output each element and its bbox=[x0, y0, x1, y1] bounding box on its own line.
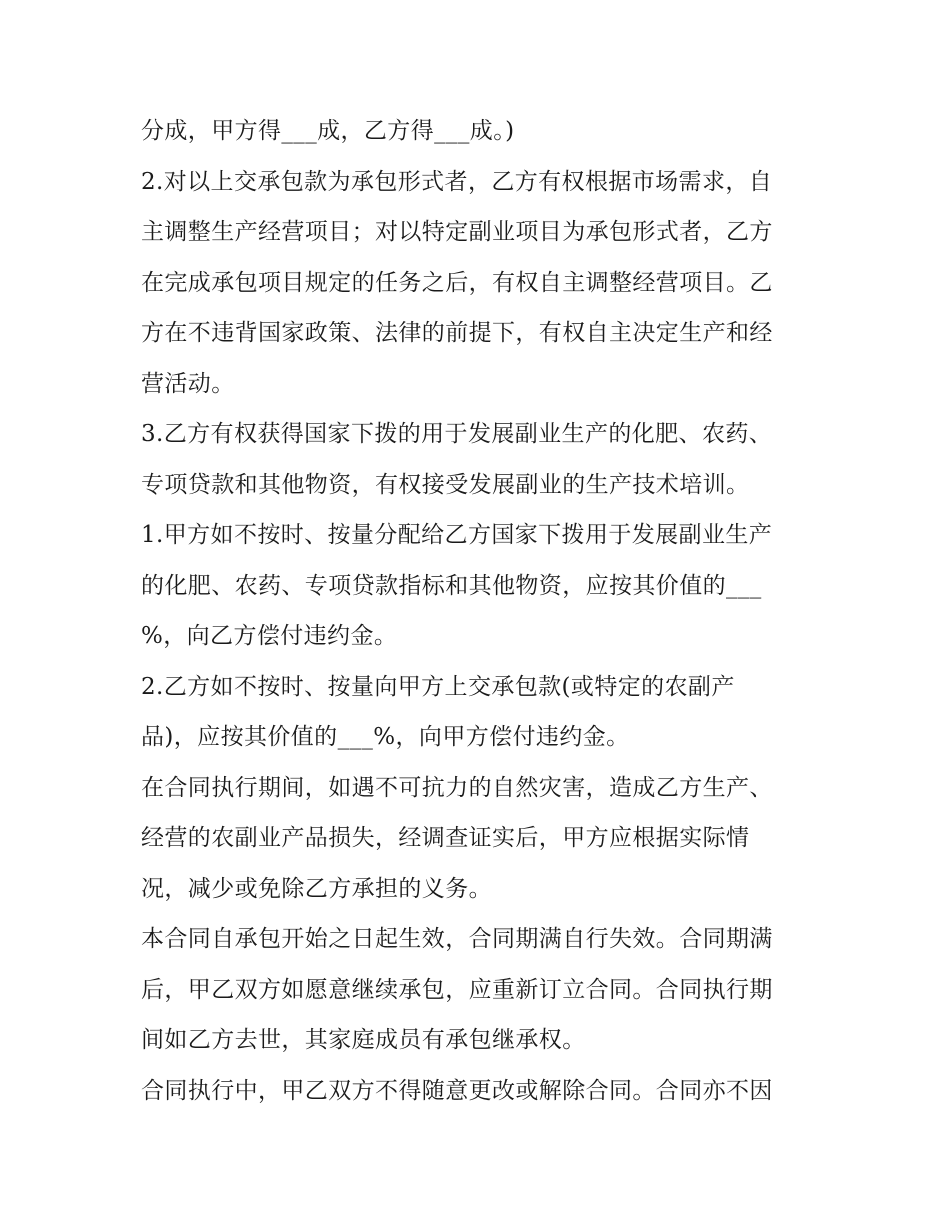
text-line-7: 3.乙方有权获得国家下拨的用于发展副业生产的化肥、农药、 bbox=[141, 421, 773, 447]
text-line-1: 分成，甲方得___成，乙方得___成。) bbox=[141, 118, 515, 144]
text-line-3: 主调整生产经营项目；对以特定副业项目为承包形式者，乙方 bbox=[141, 219, 773, 245]
text-line-16: 况，减少或免除乙方承担的义务。 bbox=[141, 875, 492, 902]
text-line-18: 后，甲乙双方如愿意继续承包，应重新订立合同。合同执行期 bbox=[141, 976, 773, 1003]
text-line-15: 经营的农副业产品损失，经调查证实后，甲方应根据实际情 bbox=[141, 825, 750, 851]
text-line-19: 间如乙方去世，其家庭成员有承包继承权。 bbox=[141, 1027, 586, 1053]
text-line-6: 营活动。 bbox=[141, 370, 235, 397]
text-line-12: 2.乙方如不按时、按量向甲方上交承包款(或特定的农副产 bbox=[141, 673, 735, 700]
text-line-11: %，向乙方偿付违约金。 bbox=[141, 623, 398, 649]
text-line-8: 专项贷款和其他物资，有权接受发展副业的生产技术培训。 bbox=[141, 471, 750, 498]
text-line-4: 在完成承包项目规定的任务之后，有权自主调整经营项目。乙 bbox=[141, 269, 773, 296]
contract-text bbox=[141, 106, 821, 1116]
text-line-20: 合同执行中，甲乙双方不得随意更改或解除合同。合同亦不因 bbox=[141, 1077, 773, 1104]
text-line-13: 品)，应按其价值的___%，向甲方偿付违约金。 bbox=[141, 724, 630, 750]
text-line-9: 1.甲方如不按时、按量分配给乙方国家下拨用于发展副业生产 bbox=[141, 522, 773, 548]
text-line-5: 方在不违背国家政策、法律的前提下，有权自主决定生产和经 bbox=[141, 320, 773, 346]
text-line-17: 本合同自承包开始之日起生效，合同期满自行失效。合同期满 bbox=[141, 926, 773, 952]
text-line-10: 的化肥、农药、专项贷款指标和其他物资，应按其价值的___ bbox=[141, 572, 762, 599]
text-line-2: 2.对以上交承包款为承包形式者，乙方有权根据市场需求，自 bbox=[141, 168, 773, 195]
text-line-14: 在合同执行期间，如遇不可抗力的自然灾害，造成乙方生产、 bbox=[141, 774, 773, 801]
